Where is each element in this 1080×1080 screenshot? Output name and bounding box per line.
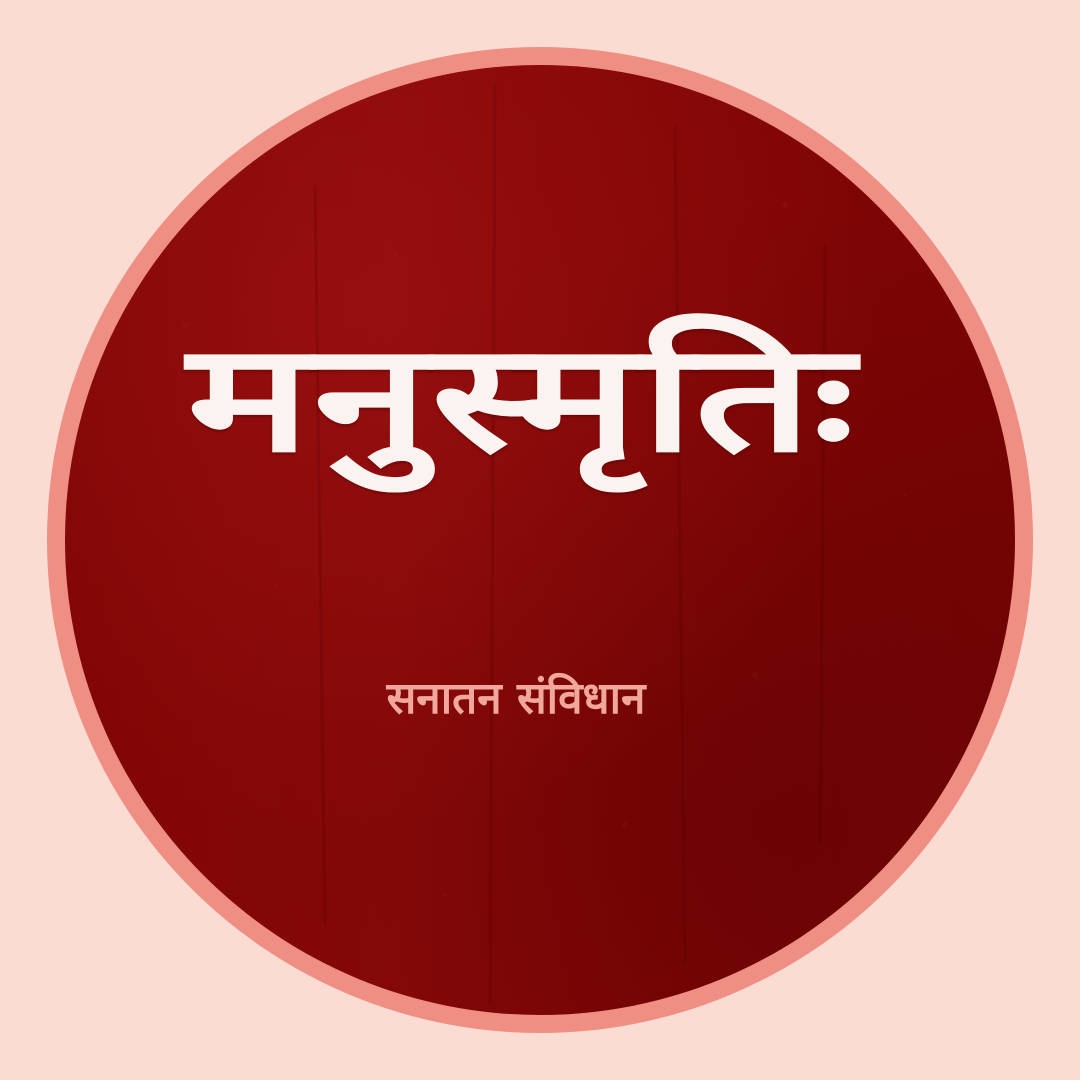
- book-subtitle: सनातन संविधान: [386, 673, 646, 724]
- badge-disc: [65, 65, 1015, 1015]
- cloth-texture: [65, 65, 1015, 1015]
- book-title: मनुस्मृतिः: [186, 310, 858, 486]
